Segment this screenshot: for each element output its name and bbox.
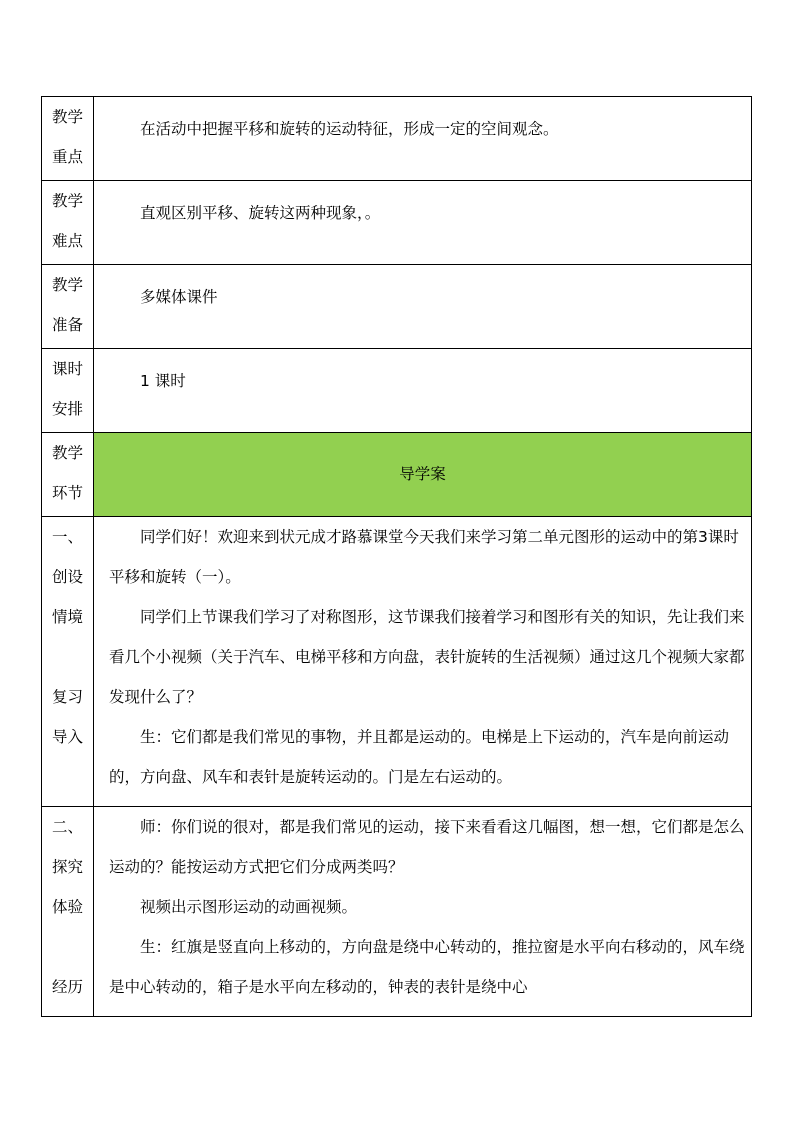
row-teaching-stage [42,433,752,517]
section-2-label [42,807,94,1017]
paragraph: 生：红旗是竖直向上移动的，方向盘是绕中心转动的，推拉窗是水平向右移动的，风车绕是中心转动的，箱子是水平向左移动的，钟表的表针是绕中心 [109,938,745,996]
content-text: 直观区别平移、旋转这两种现象，。 [140,204,381,222]
label-line: 复习 [51,688,83,706]
row-preparation [42,265,752,349]
guide-title: 导学案 [399,465,446,483]
paragraph: 同学们好！欢迎来到状元成才路慕课堂今天我们来学习第二单元图形的运动中的第3课时 平移和旋转（一）。 [109,528,739,586]
row-label [42,181,94,265]
label-line: 导入 [51,728,83,746]
content-text: 1 课时 [140,372,186,390]
label-line: 教学 [51,192,83,210]
row-schedule [42,349,752,433]
section-1-label [42,517,94,807]
row-content [94,265,752,349]
label-line: 经历 [51,978,83,996]
label-line: 探究 [51,858,83,876]
row-label [42,349,94,433]
section-2-content [94,807,752,1017]
label-line: 创设 [51,568,83,586]
section-1-content [94,517,752,807]
label-line: 难点 [51,232,83,250]
label-line: 环节 [51,484,83,502]
row-label [42,433,94,517]
row-label [42,265,94,349]
label-line: 教学 [51,108,83,126]
row-section-2 [42,807,752,1017]
paragraph: 生：它们都是我们常见的事物，并且都是运动的。电梯是上下运动的，汽车是向前运动的，方向盘、风车和表针是旋转运动的。门是左右运动的。 [109,728,730,786]
label-line: 教学 [51,444,83,462]
row-key-points [42,97,752,181]
paragraph: 同学们上节课我们学习了对称图形，这节课我们接着学习和图形有关的知识，先让我们来看几个小视频（关于汽车、电梯平移和方向盘，表针旋转的生活视频）通过这几个视频大家都发现什么了？ [109,608,745,706]
label-line: 体验 [51,898,83,916]
row-label [42,97,94,181]
label-line: 教学 [51,276,83,294]
row-content [94,349,752,433]
label-line: 安排 [51,400,83,418]
content-text: 在活动中把握平移和旋转的运动特征，形成一定的空间观念。 [140,120,559,138]
label-line: 重点 [51,148,83,166]
label-line: 情境 [51,608,83,626]
row-content [94,97,752,181]
label-line: 一、 [51,528,83,546]
row-content [94,181,752,265]
content-text: 多媒体课件 [140,288,218,306]
row-section-1 [42,517,752,807]
guide-header [94,433,752,517]
paragraph: 师：你们说的很对，都是我们常见的运动，接下来看看这几幅图，想一想，它们都是怎么运动的？能按运动方式把它们分成两类吗？ [109,818,745,876]
label-line: 准备 [51,316,83,334]
label-line: 课时 [51,360,83,378]
paragraph: 视频出示图形运动的动画视频。 [140,898,358,916]
row-difficulties [42,181,752,265]
lesson-plan-table [41,96,752,1017]
label-line: 二、 [51,818,83,836]
